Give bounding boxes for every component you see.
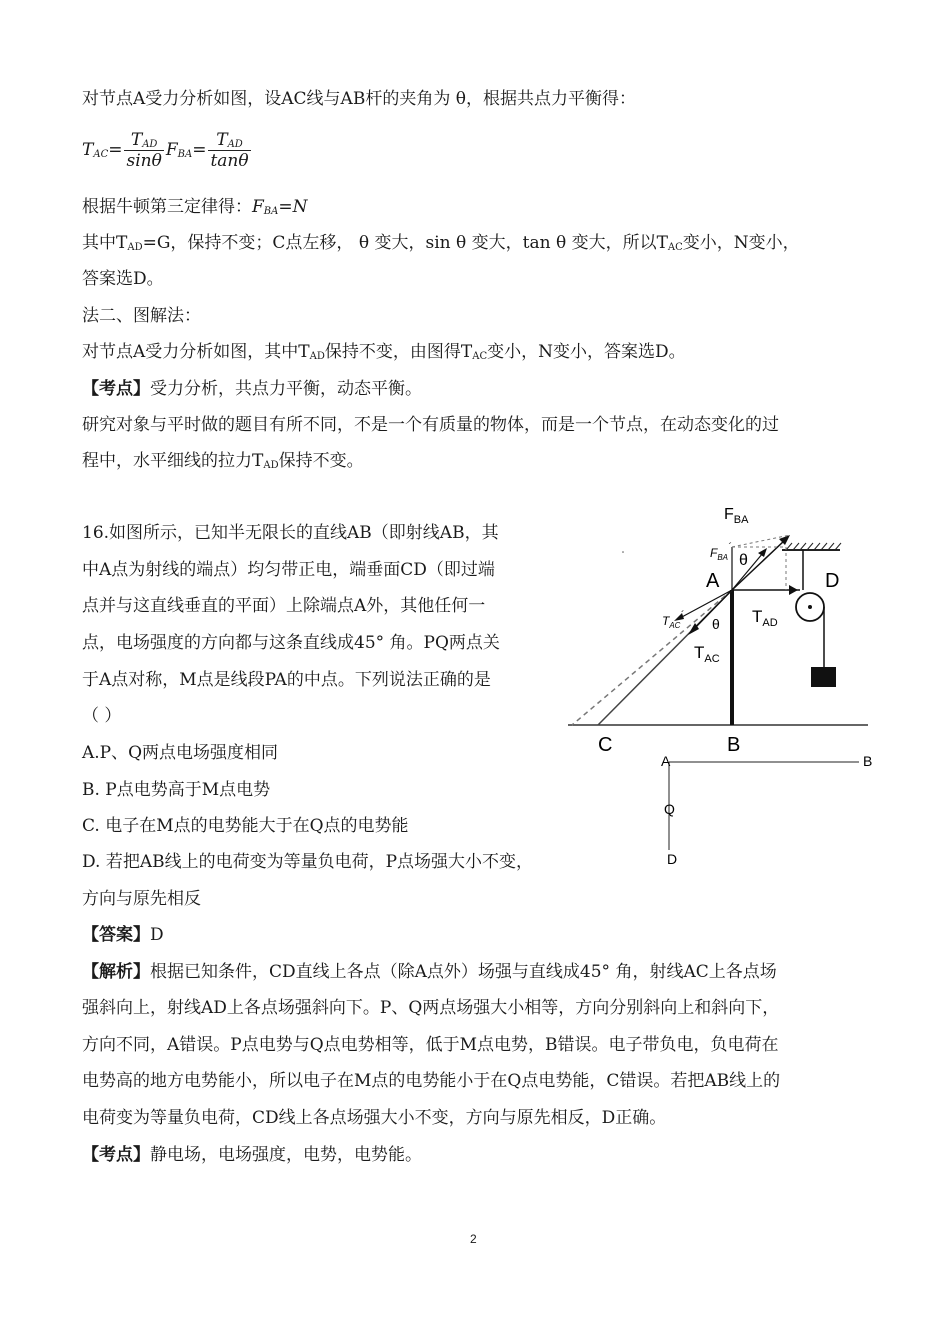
label-c: C <box>598 734 613 756</box>
graphical-method-line: 对节点A受力分析如图，其中$T_{AD}$保持不变，由图得$T_{AC}$变小，N变小，答案选D。 <box>82 342 686 362</box>
q16-option-b: B. P点电势高于M点电势 <box>82 780 271 800</box>
label-t-ad: $T_{AD}$ <box>752 607 778 629</box>
q16-analysis-3: 方向不同，A错误。P点电势与Q点电势相等，低于M点电势，B错误。电子带负电，负电荷在 <box>82 1035 779 1055</box>
label-f-ba: $F_{BA}$ <box>724 506 749 526</box>
label-a: A <box>706 570 720 592</box>
label-theta-bottom: θ <box>712 616 720 632</box>
field-diagram <box>655 750 895 875</box>
label-f-ba-prime: $F_{BA}^´$ <box>710 542 732 562</box>
q16-stem-6: （ ） <box>82 706 122 726</box>
label-t-ac-prime: $T_{AC}^´$ <box>662 610 684 630</box>
q16-analysis-4: 电势高的地方电势能小，所以电子在M点的电势能小于在Q点电势能，C错误。若把AB线上的 <box>82 1071 781 1091</box>
label-t-ac: $T_{AC}$ <box>694 643 720 665</box>
q16-option-c: C. 电子在M点的电势能大于在Q点的电势能 <box>82 816 409 836</box>
q16-stem-5: 于A点对称，M点是线段PA的中点。下列说法正确的是 <box>82 670 491 690</box>
page-number: 2 <box>470 1232 477 1246</box>
label-b2: B <box>863 753 873 769</box>
note-line-2: 程中，水平细线的拉力$T_{AD}$保持不变。 <box>82 451 364 471</box>
q16-topic: 【考点】静电场，电场强度，电势，电势能。 <box>82 1145 422 1165</box>
method-two-heading: 法二、图解法： <box>82 306 201 326</box>
q16-analysis-1: 【解析】根据已知条件，CD直线上各点（除A点外）场强与直线成45° 角，射线AC上各点场 <box>82 962 777 982</box>
q16-stem-1: 16.如图所示，已知半无限长的直线AB（即射线AB，其 <box>82 523 499 543</box>
q16-analysis-5: 电荷变为等量负电荷，CD线上各点场强大小不变，方向与原先相反，D正确。 <box>82 1108 667 1128</box>
label-a2: A <box>661 753 671 769</box>
label-theta-top: θ <box>739 552 748 569</box>
label-q2: Q <box>664 801 675 817</box>
q16-analysis-2: 强斜向上，射线AD上各点场强斜向下。P、Q两点场强大小相等，方向分别斜向上和斜向下， <box>82 998 780 1018</box>
newton-third-law: 根据牛顿第三定律得：$F_{BA}=N$ <box>82 197 308 217</box>
analysis-intro: 对节点A受力分析如图，设AC线与AB杆的夹角为 θ，根据共点力平衡得： <box>82 89 636 109</box>
q16-stem-3: 点并与这直线垂直的平面）上除端点A外，其他任何一 <box>82 596 486 616</box>
q16-option-d-cont: 方向与原先相反 <box>82 889 201 909</box>
equilibrium-formula: $T_{AC}=$ $\frac{T_{AD}}{\sin\theta}$ $F_{BA}=$ $\frac{T_{AD}}{\tan\theta}$ <box>82 130 249 171</box>
label-d: D <box>825 570 840 592</box>
answer-d-line: 答案选D。 <box>82 269 164 289</box>
force-diagram <box>560 495 870 760</box>
q16-answer: 【答案】D <box>82 925 164 945</box>
q16-stem-2: 中A点为射线的端点）均匀带正电，端垂面CD（即过端 <box>82 560 495 580</box>
q16-option-d: D. 若把AB线上的电荷变为等量负电荷，P点场强大小不变， <box>82 852 534 872</box>
topic-line-1: 【考点】受力分析，共点力平衡，动态平衡。 <box>82 379 422 399</box>
label-d2: D <box>667 851 678 867</box>
label-b: B <box>727 734 741 756</box>
note-line-1: 研究对象与平时做的题目有所不同，不是一个有质量的物体，而是一个节点，在动态变化的过 <box>82 415 779 435</box>
q16-option-a: A.P、Q两点电场强度相同 <box>82 743 279 763</box>
conclusion-line: 其中$T_{AD}=G$，保持不变；C点左移， θ 变大，sin θ 变大，tan θ 变大，所以$T_{AC}$变小，N变小， <box>82 233 800 253</box>
q16-stem-4: 点，电场强度的方向都与这条直线成45° 角。PQ两点关 <box>82 633 500 653</box>
